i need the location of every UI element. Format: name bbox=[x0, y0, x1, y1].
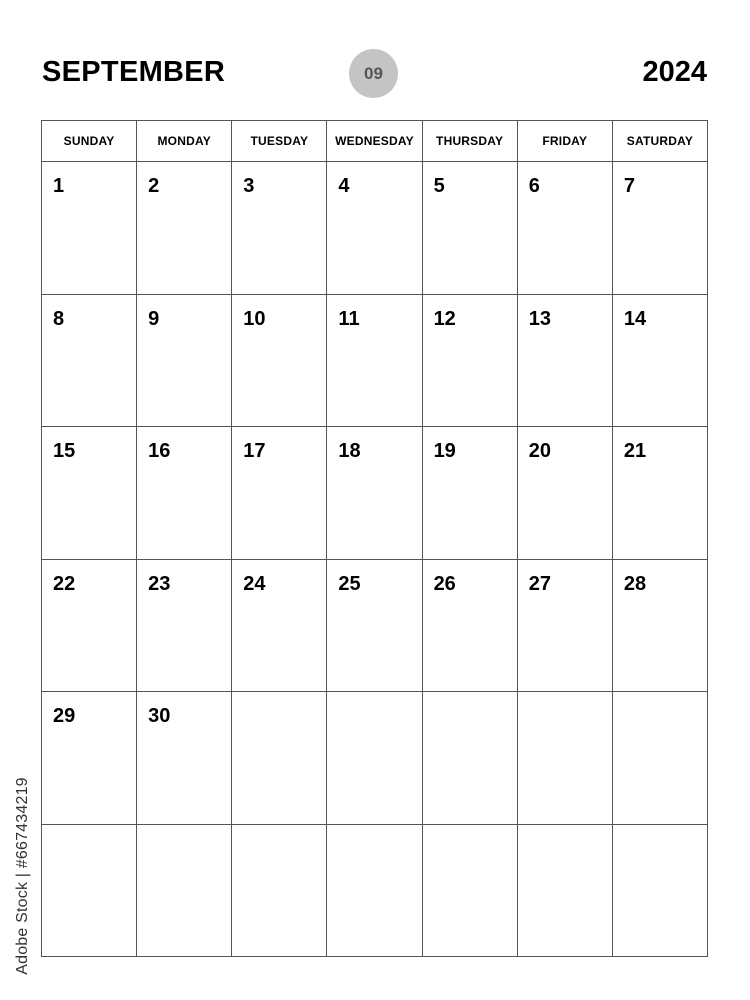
day-cell bbox=[518, 692, 613, 825]
day-number: 3 bbox=[243, 175, 255, 197]
day-cell bbox=[42, 825, 137, 958]
day-cell bbox=[423, 295, 518, 428]
stock-id-watermark bbox=[6, 766, 40, 986]
day-cell bbox=[423, 162, 518, 295]
day-cell bbox=[327, 162, 422, 295]
day-cell bbox=[327, 692, 422, 825]
day-cell bbox=[232, 427, 327, 560]
day-cell bbox=[423, 692, 518, 825]
day-cell bbox=[232, 825, 327, 958]
day-cell bbox=[42, 162, 137, 295]
day-cell bbox=[327, 295, 422, 428]
day-cell bbox=[232, 162, 327, 295]
day-cell bbox=[232, 560, 327, 693]
day-cell bbox=[137, 295, 232, 428]
day-cell bbox=[42, 295, 137, 428]
day-cell bbox=[613, 162, 708, 295]
weekday-header-monday: MONDAY bbox=[137, 121, 232, 162]
weekday-header-thursday: THURSDAY bbox=[423, 121, 518, 162]
weekday-header-sunday: SUNDAY bbox=[42, 121, 137, 162]
day-cell bbox=[518, 825, 613, 958]
day-number: 26 bbox=[433, 572, 456, 595]
day-number: 19 bbox=[433, 440, 456, 462]
day-cell bbox=[137, 427, 232, 560]
day-number: 20 bbox=[528, 440, 551, 462]
day-number: 15 bbox=[53, 440, 76, 462]
day-number: 30 bbox=[148, 705, 171, 727]
day-number: 10 bbox=[243, 307, 266, 330]
day-cell bbox=[137, 825, 232, 958]
day-number: 7 bbox=[623, 175, 635, 197]
day-number: 11 bbox=[338, 307, 360, 330]
day-cell bbox=[613, 692, 708, 825]
day-number: 6 bbox=[528, 175, 540, 197]
day-cell bbox=[42, 692, 137, 825]
day-cell bbox=[518, 162, 613, 295]
day-cell bbox=[518, 427, 613, 560]
day-cell bbox=[423, 560, 518, 693]
day-number: 22 bbox=[53, 572, 76, 595]
day-number: 24 bbox=[243, 572, 266, 595]
day-cell bbox=[423, 427, 518, 560]
calendar-grid bbox=[41, 120, 708, 957]
day-number: 5 bbox=[433, 175, 445, 197]
day-cell bbox=[613, 427, 708, 560]
day-cell bbox=[327, 825, 422, 958]
day-number: 29 bbox=[53, 705, 76, 727]
month-title: SEPTEMBER bbox=[42, 56, 226, 88]
weekday-header-saturday: SATURDAY bbox=[613, 121, 708, 162]
day-number: 17 bbox=[243, 440, 266, 462]
day-cell bbox=[232, 692, 327, 825]
day-number: 13 bbox=[528, 307, 551, 330]
day-cell bbox=[613, 560, 708, 693]
day-number: 27 bbox=[528, 572, 551, 595]
weekday-header-wednesday: WEDNESDAY bbox=[327, 121, 422, 162]
weekday-header-friday: FRIDAY bbox=[518, 121, 613, 162]
day-number: 28 bbox=[623, 572, 647, 595]
day-cell bbox=[137, 692, 232, 825]
day-number: 14 bbox=[623, 307, 647, 330]
day-number: 12 bbox=[433, 307, 456, 330]
day-cell bbox=[42, 427, 137, 560]
day-cell bbox=[518, 560, 613, 693]
day-number: 18 bbox=[338, 440, 361, 462]
day-number: 2 bbox=[148, 175, 160, 197]
day-cell bbox=[137, 162, 232, 295]
day-number: 23 bbox=[148, 572, 171, 595]
day-cell bbox=[327, 560, 422, 693]
day-cell bbox=[518, 295, 613, 428]
month-number-badge: 09 bbox=[349, 49, 398, 98]
day-cell bbox=[137, 560, 232, 693]
day-number: 9 bbox=[148, 307, 160, 330]
day-cell bbox=[42, 560, 137, 693]
day-number: 25 bbox=[338, 572, 361, 595]
day-cell bbox=[423, 825, 518, 958]
day-number: 4 bbox=[338, 175, 350, 197]
day-number: 21 bbox=[623, 440, 647, 462]
stock-id-text: Adobe Stock | #667434219 bbox=[14, 777, 31, 975]
year-title: 2024 bbox=[642, 56, 707, 88]
day-number: 1 bbox=[53, 175, 65, 197]
day-number: 16 bbox=[148, 440, 171, 462]
day-cell bbox=[613, 295, 708, 428]
weekday-header-tuesday: TUESDAY bbox=[232, 121, 327, 162]
day-number: 8 bbox=[53, 307, 65, 330]
day-cell bbox=[613, 825, 708, 958]
day-cell bbox=[327, 427, 422, 560]
day-cell bbox=[232, 295, 327, 428]
